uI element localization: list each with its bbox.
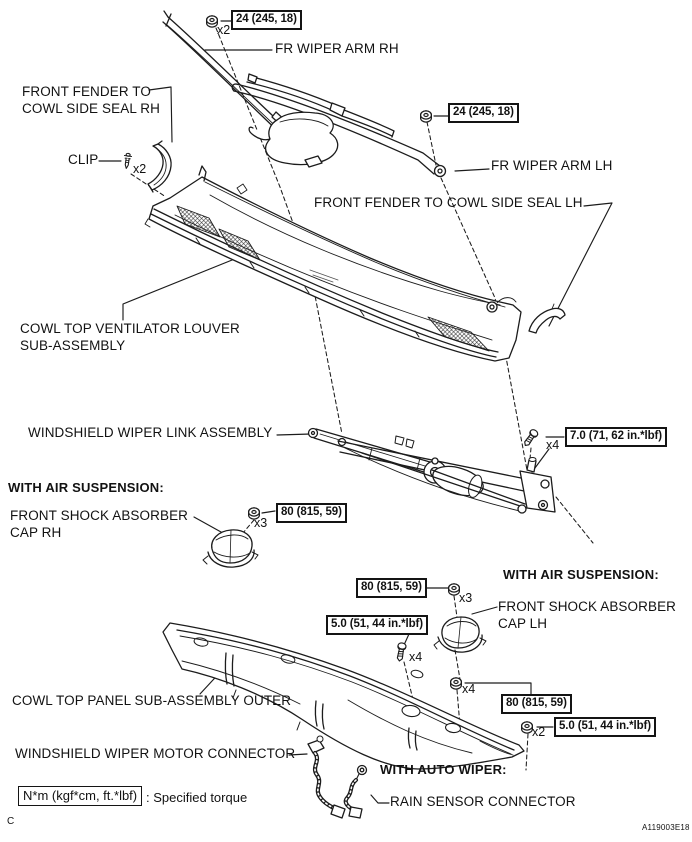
label-shock-cap-rh-line1: FRONT SHOCK ABSORBER (10, 508, 189, 523)
label-shock-cap-lh-line2: CAP LH (498, 616, 548, 631)
torque-spec-panel-side-nut: 5.0 (51, 44 in.*lbf) (554, 717, 656, 737)
windshield-wiper-link-assembly (309, 429, 556, 514)
label-wiper-motor-connector: WINDSHIELD WIPER MOTOR CONNECTOR (15, 746, 296, 761)
shock-absorber-cap-lh (434, 617, 486, 652)
qty-clip: x2 (133, 162, 147, 176)
qty-panel-bolt: x4 (409, 650, 423, 664)
label-shock-cap-lh-line1: FRONT SHOCK ABSORBER (498, 599, 677, 614)
qty-cap-rh-nut: x3 (254, 516, 268, 530)
torque-spec-panel-bolt: 5.0 (51, 44 in.*lbf) (326, 615, 428, 635)
header-with-auto-wiper: WITH AUTO WIPER: (380, 762, 507, 777)
fender-cowl-seal-rh (148, 141, 171, 192)
label-fender-seal-rh-line2: COWL SIDE SEAL RH (22, 101, 160, 116)
label-cowl-panel-outer: COWL TOP PANEL SUB-ASSEMBLY OUTER (12, 693, 292, 708)
figure-code: A119003E18 (642, 823, 690, 832)
shock-absorber-cap-rh (203, 530, 258, 567)
nut-icon (449, 584, 460, 595)
label-rain-sensor-connector: RAIN SENSOR CONNECTOR (390, 794, 576, 809)
qty-panel-nut: x4 (462, 682, 476, 696)
label-fender-seal-rh-line1: FRONT FENDER TO (22, 84, 152, 99)
nut-icon (522, 722, 533, 733)
header-with-air-suspension-left: WITH AIR SUSPENSION: (8, 480, 164, 495)
torque-spec-cap-rh: 80 (815, 59) (276, 503, 347, 523)
torque-spec-cap-lh: 80 (815, 59) (356, 578, 427, 598)
clip-icon (123, 153, 132, 169)
torque-spec-wiper-arm-rh: 24 (245, 18) (231, 10, 302, 30)
label-fr-wiper-arm-lh: FR WIPER ARM LH (491, 158, 613, 173)
torque-spec-link-bolt: 7.0 (71, 62 in.*lbf) (565, 427, 667, 447)
rain-sensor-connector-art (346, 766, 367, 819)
nut-icon (207, 16, 218, 27)
label-cowl-louver-line2: SUB-ASSEMBLY (20, 338, 126, 353)
torque-spec-panel-nut: 80 (815, 59) (501, 694, 572, 714)
header-with-air-suspension-right: WITH AIR SUSPENSION: (503, 567, 659, 582)
qty-panel-side-nut: x2 (532, 725, 546, 739)
label-clip: CLIP (68, 152, 99, 167)
nut-icon (451, 678, 462, 689)
label-fr-wiper-arm-rh: FR WIPER ARM RH (275, 41, 399, 56)
label-fender-seal-lh: FRONT FENDER TO COWL SIDE SEAL LH (314, 195, 583, 210)
torque-unit-box: N*m (kgf*cm, ft.*lbf) (18, 786, 142, 806)
label-wiper-link-assembly: WINDSHIELD WIPER LINK ASSEMBLY (28, 425, 273, 440)
torque-spec-wiper-arm-lh: 24 (245, 18) (448, 103, 519, 123)
bolt-icon (395, 642, 406, 661)
qty-cap-lh-nut: x3 (459, 591, 473, 605)
label-shock-cap-rh-line2: CAP RH (10, 525, 62, 540)
label-cowl-louver-line1: COWL TOP VENTILATOR LOUVER (20, 321, 240, 336)
qty-link-bolt: x4 (546, 438, 560, 452)
bolt-icon (522, 428, 539, 447)
wiper-arm-lh (232, 74, 445, 177)
qty-wiper-arm-rh-nut: x2 (217, 23, 231, 37)
fender-cowl-seal-lh (529, 304, 565, 333)
nut-icon (421, 111, 432, 122)
wiper-motor-connector-art (308, 736, 345, 818)
torque-note: : Specified torque (146, 790, 248, 805)
page-marker: C (7, 816, 15, 827)
